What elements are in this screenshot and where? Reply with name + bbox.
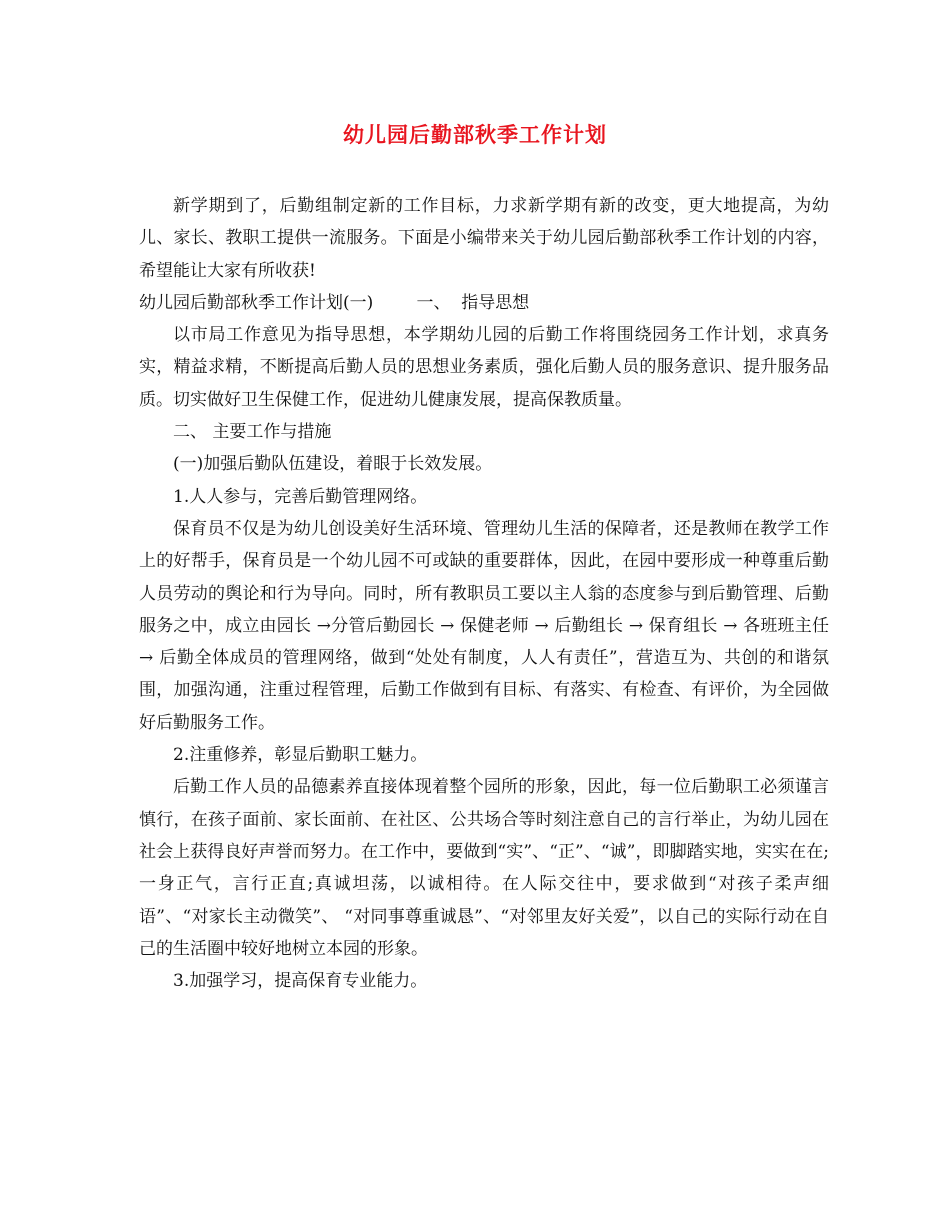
subsection-heading-team-building: (一)加强后勤队伍建设，着眼于长效发展。 — [173, 454, 493, 475]
document-title: 幼儿园后勤部秋季工作计划 — [343, 122, 607, 147]
staff-conduct-paragraph: 后勤工作人员的品德素养直接体现着整个园所的形象，因此，每一位后勤职工必须谨言慎行，在孩子面前、家长面前、在社区、公共场合等时刻注意自己的言行举止，为幼儿园在社会上获得良好声誉而努力。在工作中，要做到“实”、“正”、“诚”，即脚踏实地，实实在在;一身正气，言行正直;真诚坦荡，以诚相待。在人际交往中，要求做到“对孩子柔声细语”、“对家长主动微笑”、 “对同事尊重诚恳”、“对邻里友好关爱”，以自己的实际行动在自己的生活圈中较好地树立本园的形象。 — [139, 777, 829, 959]
item-heading-1: 1.人人参与，完善后勤管理网络。 — [173, 486, 428, 507]
document-body — [139, 190, 829, 997]
intro-paragraph: 新学期到了，后勤组制定新的工作目标，力求新学期有新的改变，更大地提高，为幼儿、家长、教职工提供一流服务。下面是小编带来关于幼儿园后勤部秋季工作计划的内容，希望能让大家有所收获! — [139, 196, 829, 281]
guiding-ideology-paragraph: 以市局工作意见为指导思想，本学期幼儿园的后勤工作将围绕园务工作计划，求真务实，精益求精，不断提高后勤人员的思想业务素质，强化后勤人员的服务意识、提升服务品质。切实做好卫生保健工作，促进幼儿健康发展，提高保教质量。 — [139, 325, 829, 410]
section-heading-guiding-ideology: 幼儿园后勤部秋季工作计划(一) 一、 指导思想 — [139, 292, 530, 313]
section-heading-main-work: 二、 主要工作与措施 — [173, 422, 332, 443]
item-heading-2: 2.注重修养，彰显后勤职工魅力。 — [173, 745, 428, 766]
item-heading-3: 3.加强学习，提高保育专业能力。 — [173, 971, 428, 992]
management-network-paragraph: 保育员不仅是为幼儿创设美好生活环境、管理幼儿生活的保障者，还是教师在教学工作上的好帮手，保育员是一个幼儿园不可或缺的重要群体，因此，在园中要形成一种尊重后勤人员劳动的舆论和行为导向。同时，所有教职员工要以主人翁的态度参与到后勤管理、后勤服务之中，成立由园长 →分管后勤园长 → 保健老师 → 后勤组长 → 保育组长 → 各班班主任 → 后勤全体成员的管理网络，做到“处处有制度，人人有责任”，营造互为、共创的和谐氛围，加强沟通，注重过程管理，后勤工作做到有目标、有落实、有检查、有评价，为全园做好后勤服务工作。 — [139, 518, 829, 733]
